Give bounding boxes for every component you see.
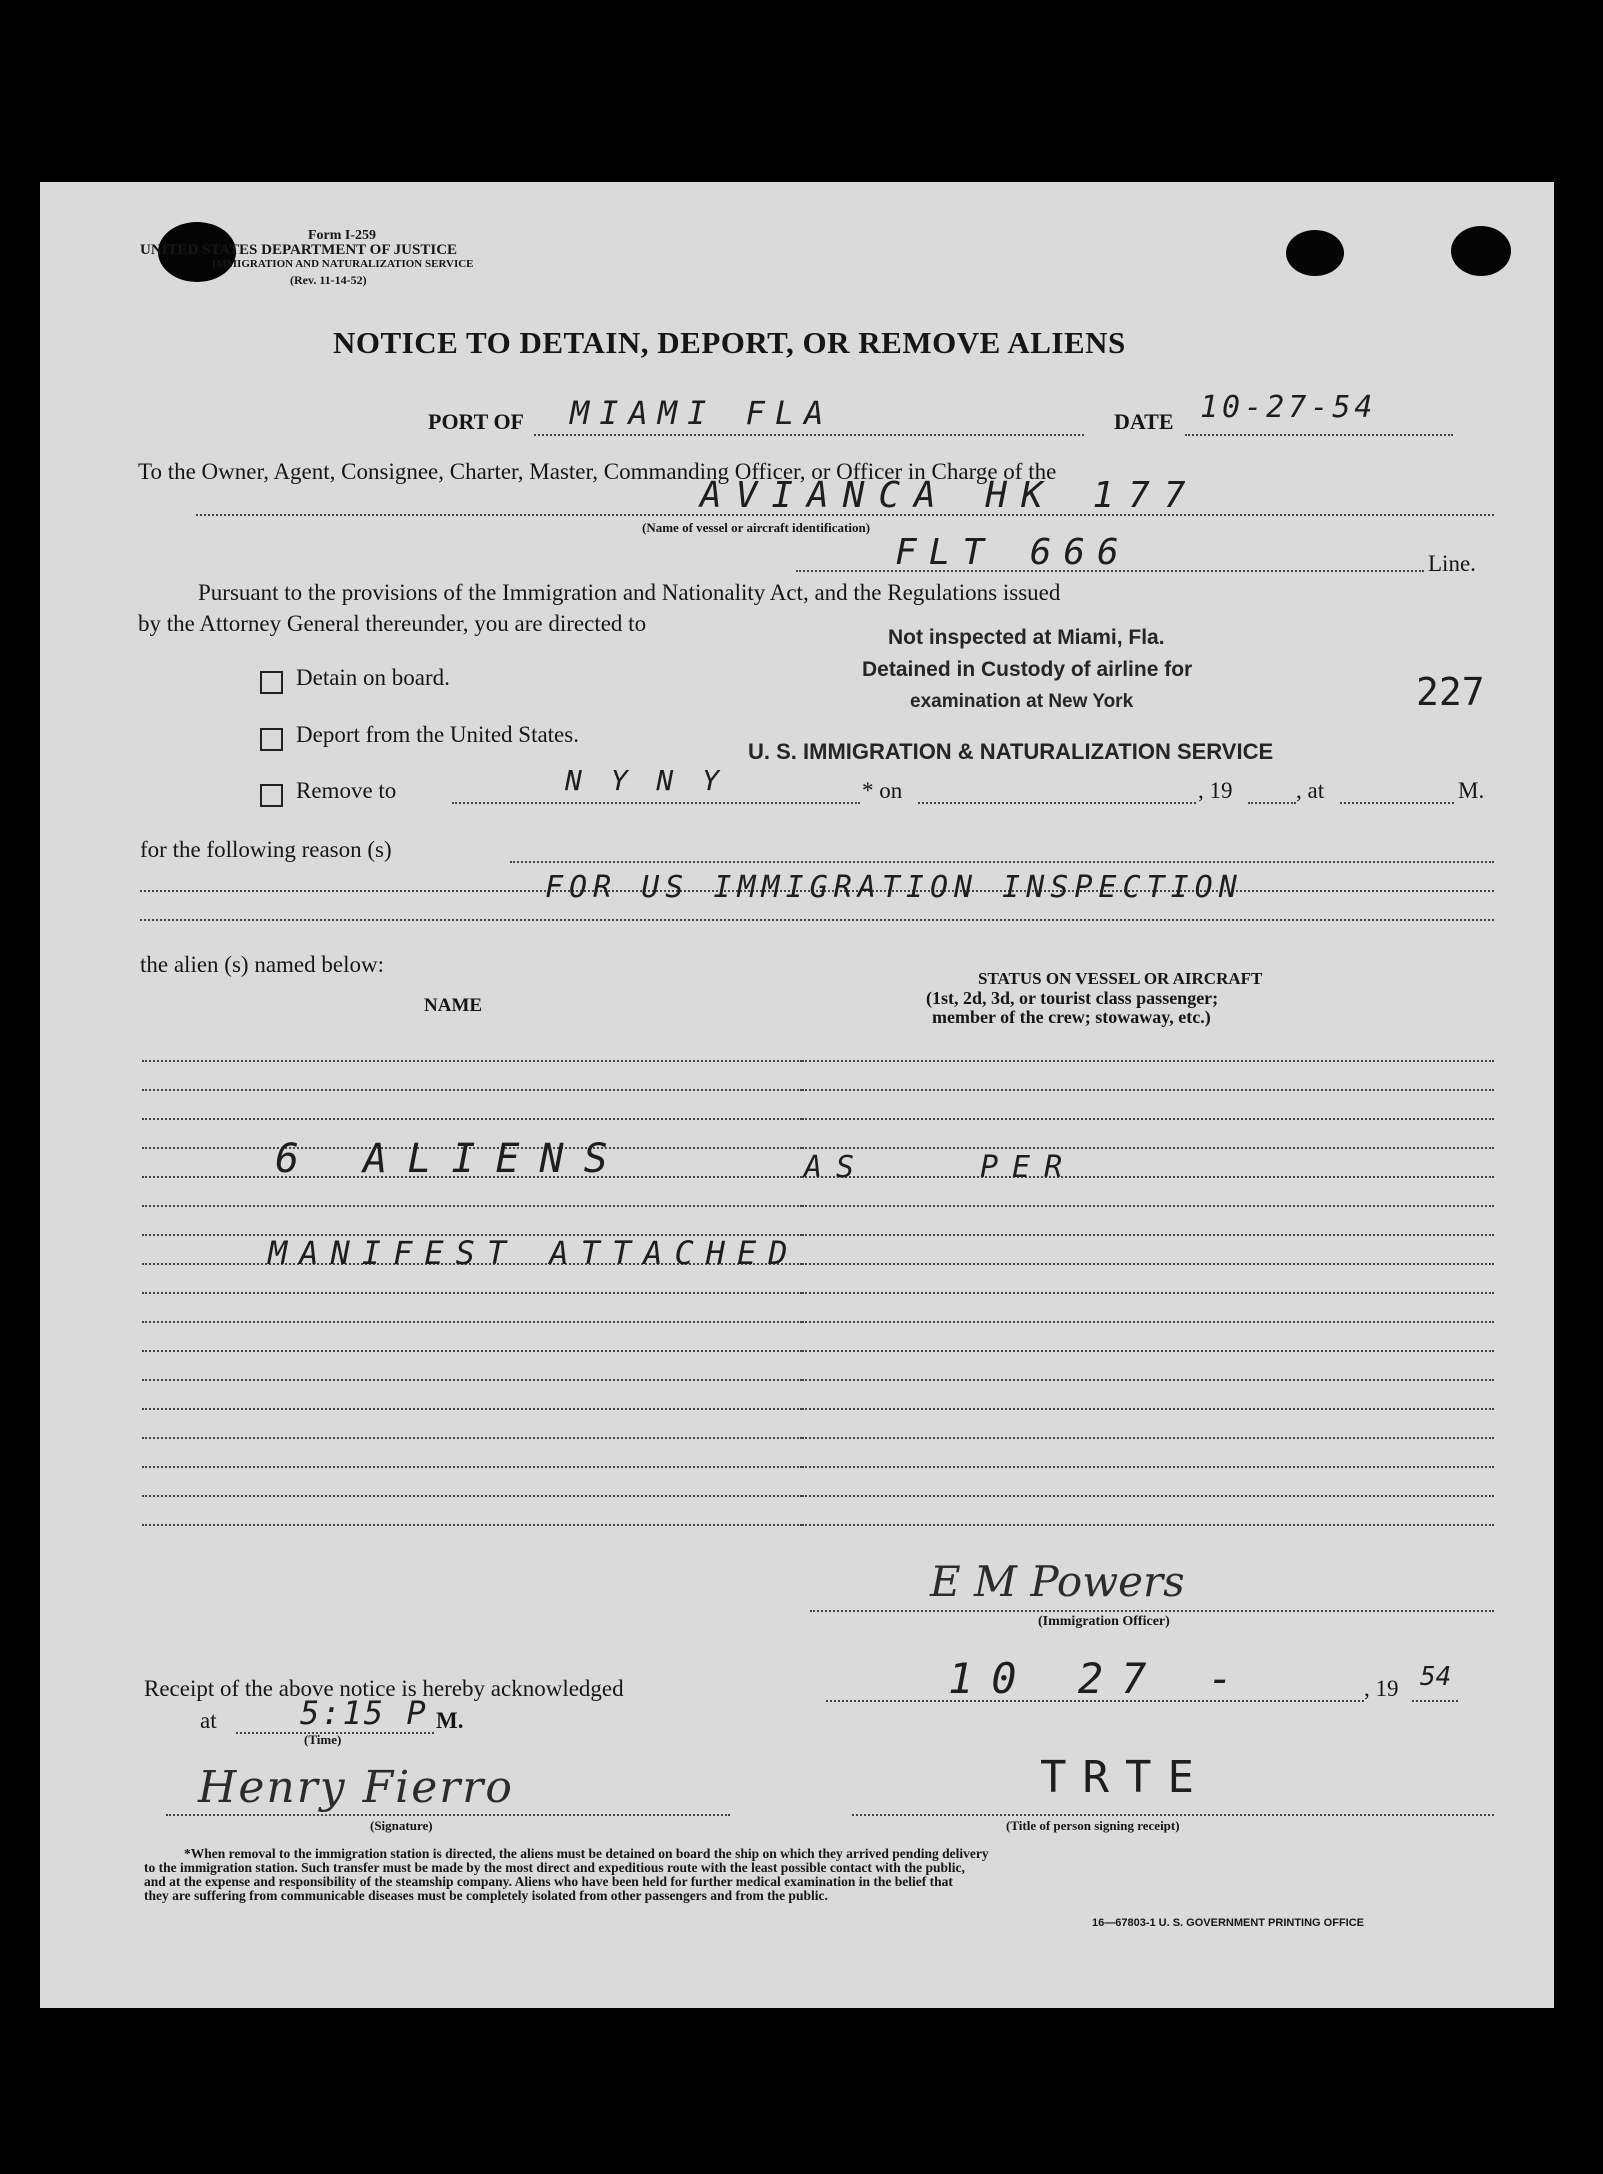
name-entry-line: [142, 1321, 802, 1323]
stamp-line-1: Not inspected at Miami, Fla.: [888, 626, 1165, 649]
receipt-date: 10 27 -: [948, 1654, 1252, 1703]
deport-label: Deport from the United States.: [296, 722, 579, 747]
stamp-line-3: examination at New York: [910, 691, 1134, 712]
status-entry-line: [802, 1147, 1494, 1149]
deport-checkbox[interactable]: [260, 728, 283, 751]
status-entry-line: [802, 1060, 1494, 1062]
name-entry-line: [142, 1205, 802, 1207]
department-name: UNITED STATES DEPARTMENT OF JUSTICE: [140, 242, 458, 258]
column-name-header: NAME: [424, 995, 483, 1016]
column-status-sub-2: member of the crew; stowaway, etc.): [932, 1007, 1211, 1027]
entry-line-1: 6 ALIENS: [275, 1136, 628, 1182]
vessel-value: AVIANCA HK 177: [700, 475, 1200, 516]
remove-m: M.: [1458, 778, 1485, 803]
date-value: 10-27-54: [1200, 390, 1377, 425]
footnote-line-3: and at the expense and responsibility of the steamship company. Aliens who have been held for further medical examination in the belief that: [144, 1874, 953, 1889]
officer-caption: (Immigration Officer): [1038, 1614, 1170, 1629]
status-entry-line: [802, 1408, 1494, 1410]
column-status-header: STATUS ON VESSEL OR AIRCRAFT: [978, 969, 1263, 988]
name-entry-line: [142, 1060, 802, 1062]
remove-label: Remove to: [296, 778, 397, 803]
receipt-m: M.: [436, 1708, 464, 1733]
stamp-line-4: U. S. IMMIGRATION & NATURALIZATION SERVICE: [748, 739, 1274, 764]
entry-line-2: MANIFEST ATTACHED: [268, 1234, 800, 1272]
name-entry-line: [142, 1437, 802, 1439]
status-entry-line: [802, 1205, 1494, 1207]
column-status-sub-1: (1st, 2d, 3d, or tourist class passenger;: [926, 988, 1219, 1008]
port-label: PORT OF: [428, 409, 524, 434]
status-entry-line: [802, 1495, 1494, 1497]
entry-line-1-per: PER: [980, 1150, 1077, 1185]
revision: (Rev. 11-14-52): [290, 273, 367, 287]
form-number: Form I-259: [308, 228, 377, 243]
name-entry-line: [142, 1466, 802, 1468]
remove-year: , 19: [1198, 778, 1233, 803]
receipt-year: 54: [1420, 1662, 1452, 1692]
receipt-time: 5:15 P: [300, 1694, 428, 1732]
line-label: Line.: [1428, 551, 1476, 576]
receipt-year-prefix: , 19: [1364, 1676, 1399, 1701]
name-entry-line: [142, 1350, 802, 1352]
reason-label: for the following reason (s): [140, 837, 392, 862]
status-entry-line: [802, 1524, 1494, 1526]
status-entry-line: [802, 1379, 1494, 1381]
name-entry-line: [142, 1495, 802, 1497]
detain-checkbox[interactable]: [260, 671, 283, 694]
name-entry-line: [142, 1524, 802, 1526]
status-entry-line: [802, 1466, 1494, 1468]
status-entry-line: [802, 1234, 1494, 1236]
reason-value: FOR US IMMIGRATION INSPECTION: [545, 870, 1243, 905]
status-entry-line: [802, 1321, 1494, 1323]
stamp-line-2: Detained in Custody of airline for: [862, 658, 1193, 681]
name-entry-line: [142, 1379, 802, 1381]
port-value: MIAMI FLA: [570, 394, 834, 432]
status-entry-line: [802, 1437, 1494, 1439]
receipt-text: Receipt of the above notice is hereby acknowledged: [144, 1676, 624, 1701]
printer-line: 16—67803-1 U. S. GOVERNMENT PRINTING OFFICE: [1092, 1917, 1365, 1929]
status-entry-line: [802, 1263, 1494, 1265]
addressee-text: To the Owner, Agent, Consignee, Charter, Master, Commanding Officer, or Officer in Charge of the: [138, 459, 1057, 484]
detain-label: Detain on board.: [296, 665, 450, 690]
name-entry-line: [142, 1089, 802, 1091]
remove-destination: N Y N Y: [565, 764, 726, 797]
pursuant-line-1: Pursuant to the provisions of the Immigration and Nationality Act, and the Regulations issued: [198, 580, 1061, 605]
name-entry-line: [142, 1118, 802, 1120]
status-entry-line: [802, 1118, 1494, 1120]
receipt-title-value: TRTE: [1040, 1752, 1210, 1803]
footnote-line-1: *When removal to the immigration station is directed, the aliens must be detained on board the ship on which they arrived pending delivery: [184, 1846, 989, 1861]
punch-hole-right: [1451, 226, 1511, 276]
status-entry-line: [802, 1350, 1494, 1352]
page-title: NOTICE TO DETAIN, DEPORT, OR REMOVE ALIENS: [333, 325, 1126, 360]
date-label: DATE: [1114, 409, 1174, 434]
pursuant-line-2: by the Attorney General thereunder, you are directed to: [138, 611, 647, 636]
aliens-label: the alien (s) named below:: [140, 952, 384, 977]
officer-signature: E M Powers: [930, 1557, 1185, 1606]
vessel-caption: (Name of vessel or aircraft identification): [642, 520, 871, 535]
name-entry-line: [142, 1408, 802, 1410]
remove-on: * on: [862, 778, 903, 803]
status-entry-line: [802, 1292, 1494, 1294]
form-paper: [40, 182, 1554, 2008]
margin-number: 227: [1416, 670, 1485, 714]
name-entry-line: [142, 1292, 802, 1294]
receipt-at: at: [200, 1708, 217, 1733]
time-caption: (Time): [304, 1732, 342, 1747]
status-entry-line: [802, 1176, 1494, 1178]
remove-checkbox[interactable]: [260, 784, 283, 807]
signature-caption: (Signature): [370, 1818, 433, 1833]
line-value: FLT 666: [895, 532, 1131, 573]
title-caption: (Title of person signing receipt): [1006, 1818, 1180, 1833]
punch-hole-left: [1286, 230, 1344, 276]
status-entry-line: [802, 1089, 1494, 1091]
service-name: IMMIGRATION AND NATURALIZATION SERVICE: [212, 258, 474, 270]
footnote-line-4: they are suffering from communicable diseases must be completely isolated from other passengers and from the public.: [144, 1888, 828, 1903]
receipt-signature: Henry Fierro: [198, 1762, 514, 1813]
footnote-line-2: to the immigration station. Such transfer must be made by the most direct and expeditious route with the least possible contact with the public,: [144, 1860, 965, 1875]
remove-at: , at: [1296, 778, 1325, 803]
entry-line-1-as: AS: [804, 1150, 869, 1185]
